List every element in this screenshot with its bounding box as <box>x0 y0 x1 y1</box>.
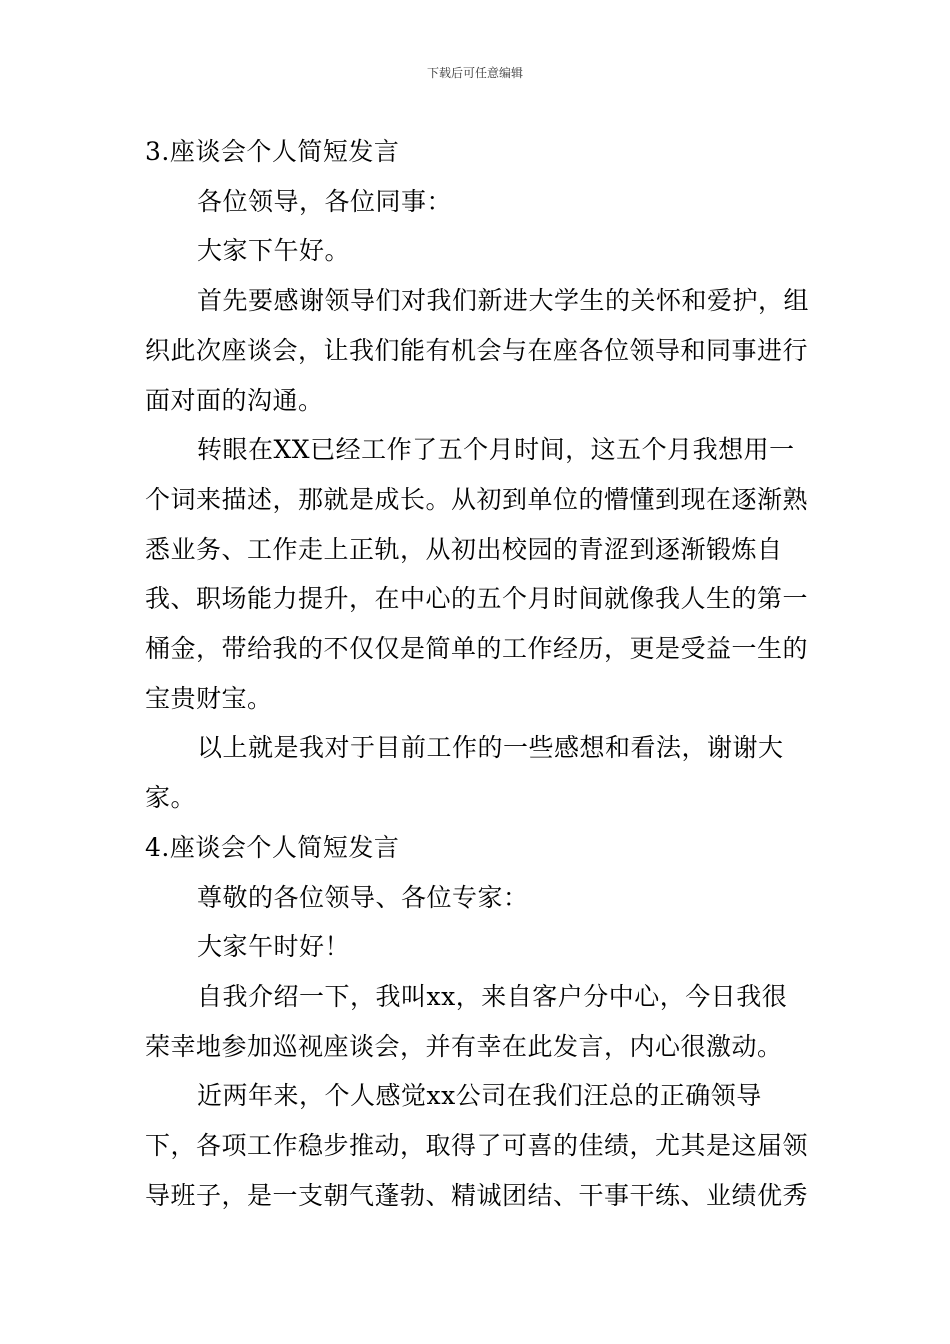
body-paragraph: 近两年来，个人感觉xx公司在我们汪总的正确领导下，各项工作稳步推动，取得了可喜的佳绩，尤其是这届领导班子，是一支朝气蓬勃、精诚团结、干事干练、业绩优秀 <box>145 1081 809 1210</box>
salutation: 尊敬的各位领导、各位专家： <box>197 882 529 912</box>
section-heading: 4.座谈会个人简短发言 <box>145 832 400 862</box>
salutation: 各位领导，各位同事： <box>197 186 453 216</box>
body-paragraph: 转眼在XX已经工作了五个月时间，这五个月我想用一个词来描述，那就是成长。从初到单位的懵懂到现在逐渐熟悉业务、工作走上正轨，从初出校园的青涩到逐渐锻炼自我、职场能力提升，在中心的五个月时间就像我人生的第一桶金，带给我的不仅仅是简单的工作经历，更是受益一生的宝贵财宝。 <box>145 435 809 713</box>
greeting: 大家下午好。 <box>197 236 351 266</box>
body-paragraph: 首先要感谢领导们对我们新进大学生的关怀和爱护，组织此次座谈会，让我们能有机会与在座各位领导和同事进行面对面的沟通。 <box>145 286 810 415</box>
page-header-note: 下载后可任意编辑 <box>426 66 523 80</box>
section-heading: 3.座谈会个人简短发言 <box>145 137 400 166</box>
body-paragraph: 自我介绍一下，我叫xx，来自客户分中心，今日我很荣幸地参加巡视座谈会，并有幸在此发言，内心很激动。 <box>145 981 788 1061</box>
greeting: 大家午时好！ <box>197 932 351 962</box>
closing-paragraph: 以上就是我对于目前工作的一些感想和看法，谢谢大家。 <box>145 733 784 813</box>
document-body <box>145 127 811 1220</box>
